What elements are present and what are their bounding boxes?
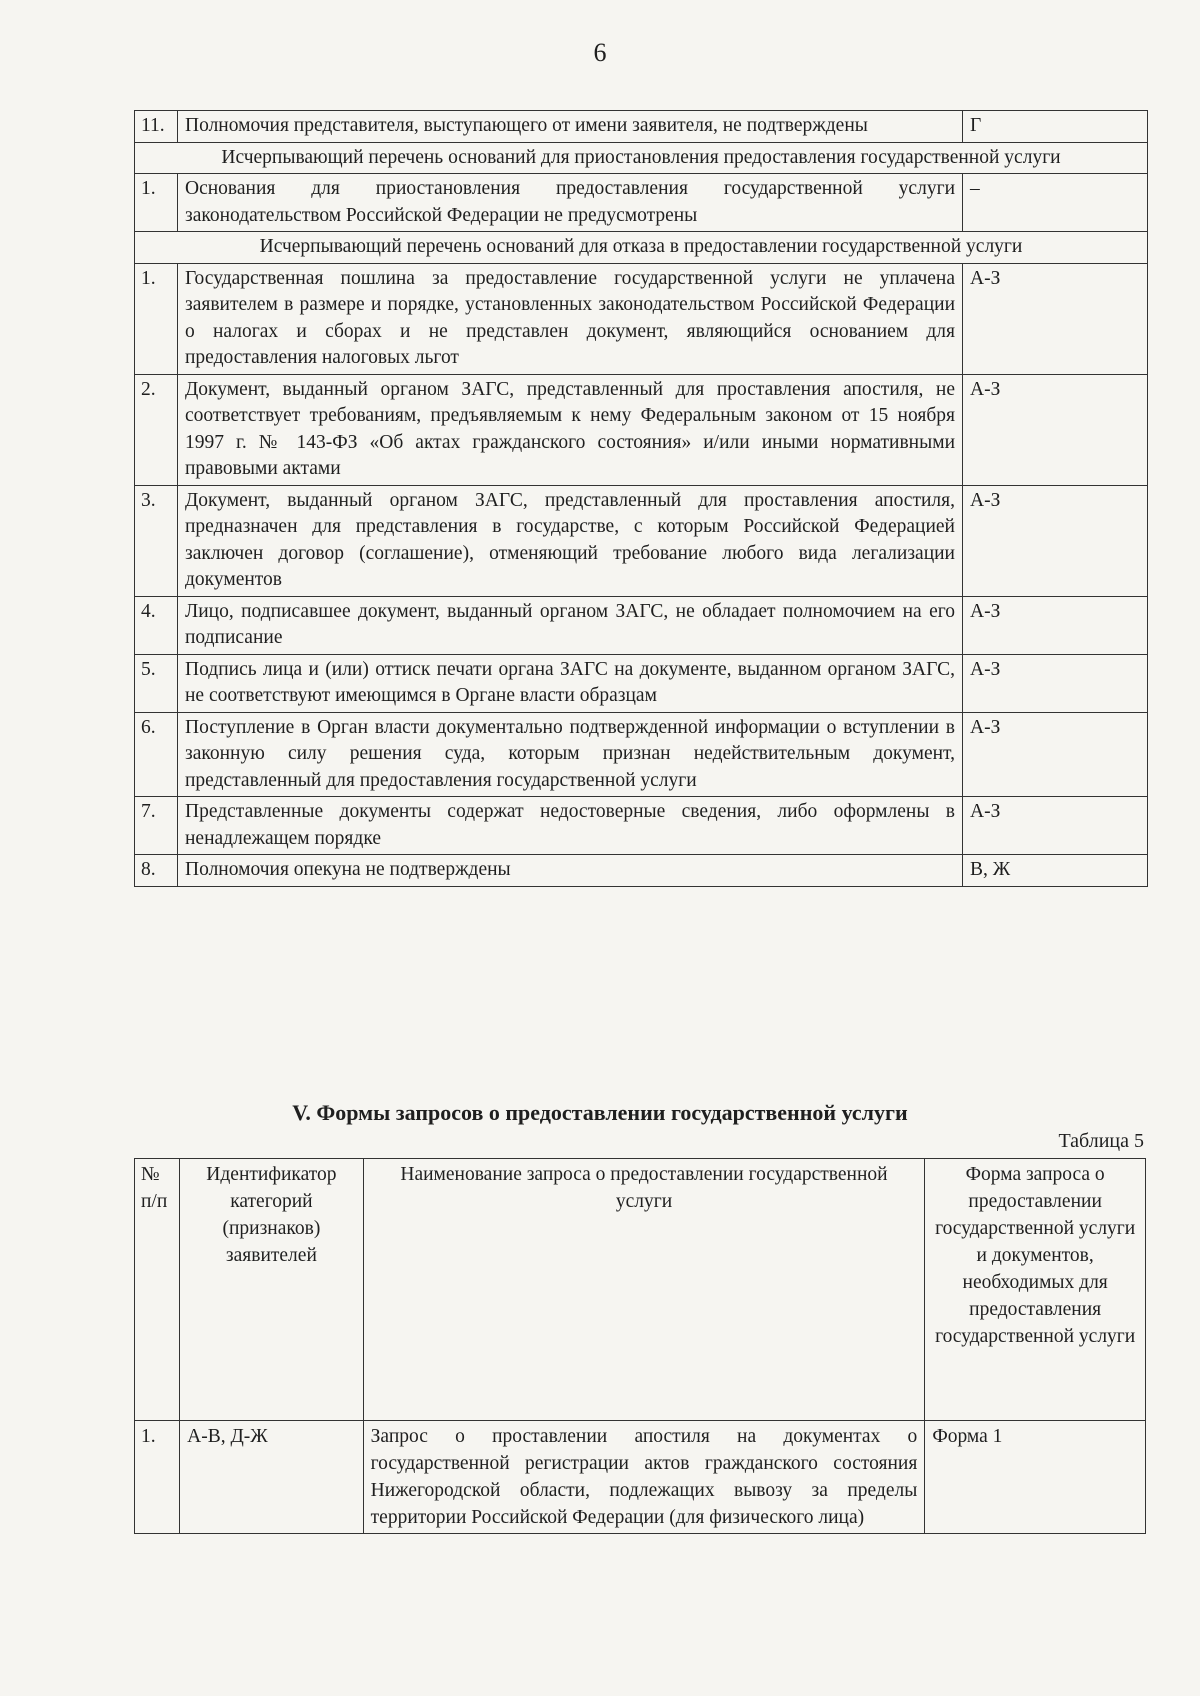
row-text: Лицо, подписавшее документ, выданный органом ЗАГС, не обладает полномочием на его подписание <box>178 596 963 654</box>
grounds-table <box>134 110 1148 887</box>
row-code: А-З <box>963 712 1148 797</box>
row-text: Подпись лица и (или) оттиск печати органа ЗАГС на документе, выданном органом ЗАГС, не соответствуют имеющимся в Органе власти образцам <box>178 654 963 712</box>
row-code: В, Ж <box>963 855 1148 887</box>
section-row <box>135 232 1148 264</box>
request-forms-table <box>134 1158 1146 1534</box>
section-heading: V. Формы запросов о предоставлении государственной услуги <box>292 1100 908 1125</box>
row-text: Государственная пошлина за предоставление государственной услуги не уплачена заявителем в размере и порядке, установленных законодательством Российской Федерации о налогах и сборах и не представлен документ, являющийся основанием для предоставления налоговых льгот <box>178 263 963 374</box>
row-number: 4. <box>135 596 178 654</box>
row-code: А-З <box>963 374 1148 485</box>
section-suspension-title: Исчерпывающий перечень оснований для приостановления предоставления государственной услуги <box>135 142 1148 174</box>
row-number: 1. <box>135 1421 180 1534</box>
section-row <box>135 142 1148 174</box>
row-code: А-З <box>963 263 1148 374</box>
table-row <box>135 797 1148 855</box>
row-number: 11. <box>135 111 178 143</box>
row-text: Представленные документы содержат недостоверные сведения, либо оформлены в ненадлежащем порядке <box>178 797 963 855</box>
table-row <box>135 374 1148 485</box>
row-text: Документ, выданный органом ЗАГС, представленный для проставления апостиля, предназначен для представления в государстве, с которым Российской Федерацией заключен договор (соглашение), отменяющий требование любого вида легализации документов <box>178 485 963 596</box>
table-row <box>135 654 1148 712</box>
row-code: – <box>963 174 1148 232</box>
row-number: 5. <box>135 654 178 712</box>
table-header-row <box>135 1159 1146 1421</box>
row-text: Полномочия опекуна не подтверждены <box>178 855 963 887</box>
table-row <box>135 855 1148 887</box>
row-text: Документ, выданный органом ЗАГС, представленный для проставления апостиля, не соответствует требованиям, предъявляемым к нему Федеральным законом от 15 ноября 1997 г. № 143-ФЗ «Об актах гражданского состояния» и/или иными нормативными правовыми актами <box>178 374 963 485</box>
row-number: 3. <box>135 485 178 596</box>
table-row <box>135 485 1148 596</box>
table-label: Таблица 5 <box>1058 1130 1144 1152</box>
header-request-form: Форма запроса о предоставлении государственной услуги и документов, необходимых для предоставления государственной услуги <box>925 1159 1146 1421</box>
row-number: 1. <box>135 263 178 374</box>
row-text: Основания для приостановления предоставления государственной услуги законодательством Российской Федерации не предусмотрены <box>178 174 963 232</box>
row-code: А-З <box>963 596 1148 654</box>
row-code: А-З <box>963 485 1148 596</box>
table-row <box>135 111 1148 143</box>
table-row <box>135 596 1148 654</box>
row-code: А-З <box>963 797 1148 855</box>
table-row <box>135 712 1148 797</box>
section-refusal-title: Исчерпывающий перечень оснований для отказа в предоставлении государственной услуги <box>135 232 1148 264</box>
row-category: А-В, Д-Ж <box>180 1421 364 1534</box>
row-text: Полномочия представителя, выступающего от имени заявителя, не подтверждены <box>178 111 963 143</box>
table-row <box>135 1421 1146 1534</box>
row-number: 6. <box>135 712 178 797</box>
row-code: А-З <box>963 654 1148 712</box>
table-row <box>135 263 1148 374</box>
table-row <box>135 174 1148 232</box>
header-request-name: Наименование запроса о предоставлении государственной услуги <box>363 1159 925 1421</box>
header-num: № п/п <box>135 1159 180 1421</box>
row-number: 7. <box>135 797 178 855</box>
row-number: 1. <box>135 174 178 232</box>
page-number: 6 <box>593 38 607 67</box>
header-category: Идентификатор категорий (признаков) заявителей <box>180 1159 364 1421</box>
row-code: Г <box>963 111 1148 143</box>
row-request-name: Запрос о проставлении апостиля на документах о государственной регистрации актов гражданского состояния Нижегородской области, подлежащих вывозу за пределы территории Российской Федерации (для физического лица) <box>363 1421 925 1534</box>
row-number: 8. <box>135 855 178 887</box>
row-text: Поступление в Орган власти документально подтвержденной информации о вступлении в законную силу решения суда, которым признан недействительным документ, представленный для предоставления государственной услуги <box>178 712 963 797</box>
row-request-form: Форма 1 <box>925 1421 1146 1534</box>
row-number: 2. <box>135 374 178 485</box>
